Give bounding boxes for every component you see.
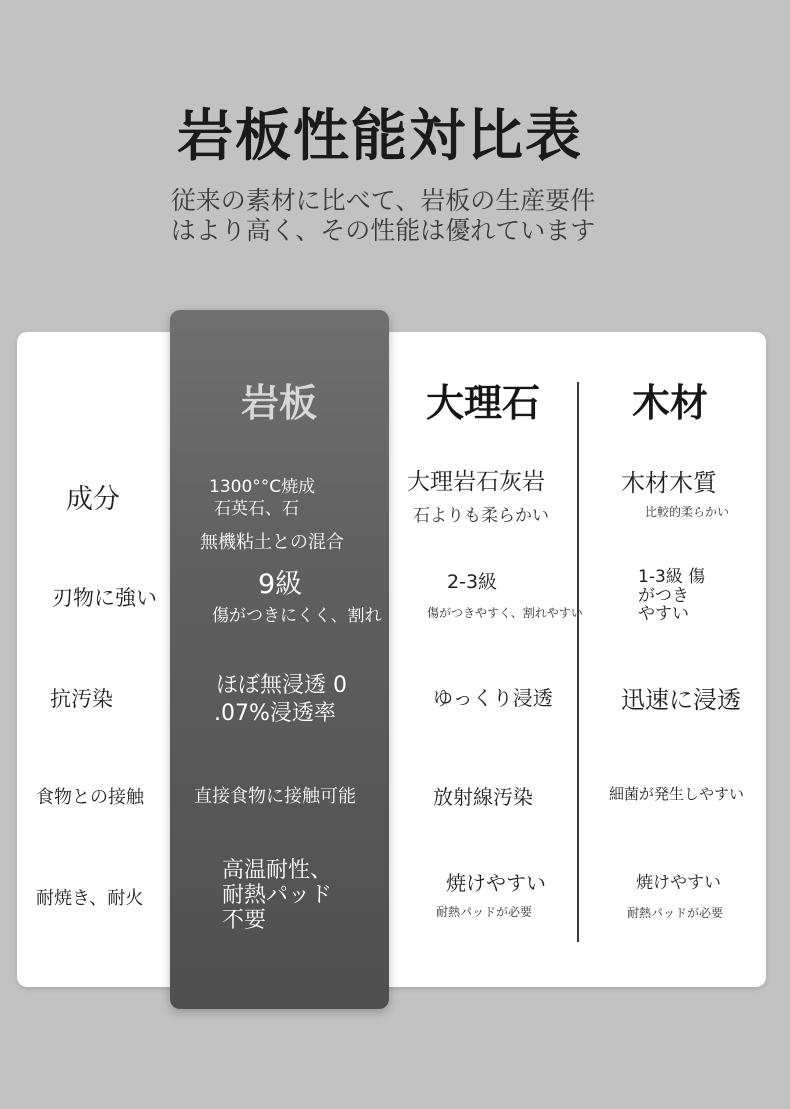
subtitle — [0, 186, 766, 246]
row-label-heat-resistance: 耐焼き、耐火 — [36, 888, 144, 909]
page-title: 岩板性能対比表 — [177, 104, 583, 169]
column-divider — [577, 382, 579, 942]
wood-heat-main: 焼けやすい — [636, 873, 721, 893]
ganban-heat-line-1: 高温耐性、 — [222, 858, 333, 883]
row-label-composition: 成分 — [66, 484, 120, 515]
column-header-ganban: 岩板 — [241, 381, 318, 425]
subtitle-line-1: 従来の素材に比べて、岩板の生産要件 — [170, 186, 596, 215]
marble-food-contact: 放射線汚染 — [433, 785, 533, 809]
subtitle-line-2: はより高く、その性能は優れています — [170, 216, 596, 245]
ganban-stain-line-1: ほぼ無浸透 0 — [216, 673, 347, 698]
marble-stain: ゆっくり浸透 — [433, 686, 553, 710]
ganban-heat-line-2: 耐熱パッド — [222, 883, 333, 908]
ganban-food-contact: 直接食物に接触可能 — [194, 786, 356, 807]
marble-heat-main: 焼けやすい — [446, 871, 546, 895]
row-label-knife-resistance: 刃物に強い — [52, 586, 157, 610]
wood-knife-line-3: やすい — [638, 604, 689, 624]
row-label-food-contact: 食物との接触 — [36, 787, 144, 808]
ganban-stain-line-2: .07%浸透率 — [214, 701, 336, 726]
ganban-composition-line-1: 1300°°C焼成 — [209, 477, 316, 497]
marble-knife-grade: 2-3級 — [447, 571, 498, 593]
marble-knife-desc: 傷がつきやすく、割れやすい — [427, 606, 583, 620]
column-header-marble: 大理石 — [426, 381, 541, 425]
ganban-composition-line-2: 石英石、石 — [214, 499, 299, 519]
wood-heat-sub: 耐熱パッドが必要 — [627, 906, 724, 920]
marble-heat-sub: 耐熱パッドが必要 — [436, 905, 533, 919]
marble-composition-main: 大理岩石灰岩 — [407, 469, 545, 495]
ganban-knife-grade: 9級 — [258, 569, 303, 600]
column-header-wood: 木材 — [632, 381, 709, 425]
marble-composition-sub: 石よりも柔らかい — [413, 506, 549, 526]
wood-composition-main: 木材木質 — [621, 469, 717, 497]
wood-composition-sub: 比較的柔らかい — [645, 505, 730, 519]
wood-knife-line-1: 1-3級 傷 — [638, 567, 706, 587]
ganban-composition-line-3: 無機粘土との混合 — [200, 532, 344, 553]
ganban-knife-desc: 傷がつきにくく、割れ — [212, 606, 382, 626]
row-label-stain-resistance: 抗汚染 — [50, 687, 113, 711]
ganban-heat-line-3: 不要 — [222, 908, 267, 933]
wood-food-contact: 細菌が発生しやすい — [609, 785, 745, 803]
wood-stain: 迅速に浸透 — [621, 686, 741, 714]
wood-knife-line-2: がつき — [638, 586, 689, 606]
